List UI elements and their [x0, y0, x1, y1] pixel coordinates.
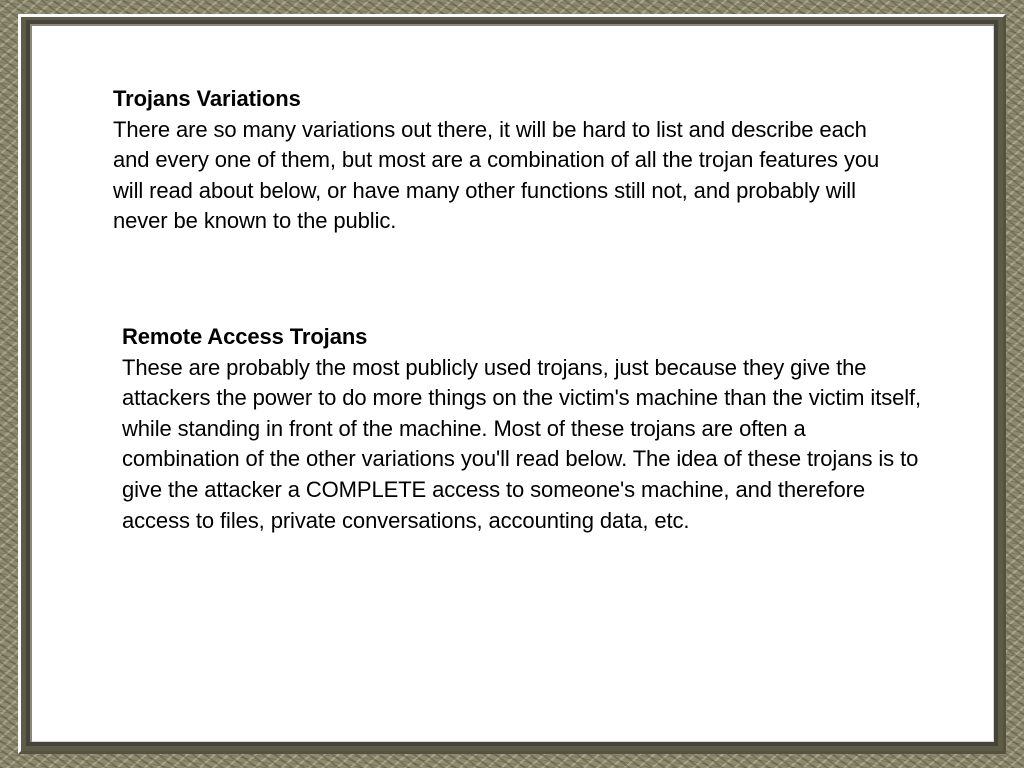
section-heading: Remote Access Trojans [122, 324, 368, 349]
trojans-variations-section [113, 84, 903, 237]
section-body: These are probably the most publicly used trojans, just because they give the attackers the power to do more things on the victim's machine than the victim itself, while standing in front of the machine. Most of these trojans are often a combination of the other variations you'll read below. The idea of these trojans is to give the attacker a COMPLETE access to someone's machine, and therefore access to files, private conversations, accounting data, etc. [122, 354, 922, 533]
section-body: There are so many variations out there, it will be hard to list and describe each and every one of them, but most are a combination of all the trojan features you will read about below, or have many other functions still not, and probably will never be known to the public. [113, 116, 880, 234]
remote-access-trojans-section [122, 322, 922, 536]
section-heading: Trojans Variations [113, 86, 301, 111]
